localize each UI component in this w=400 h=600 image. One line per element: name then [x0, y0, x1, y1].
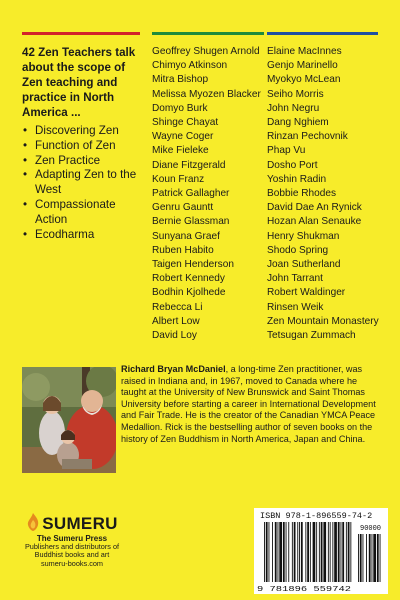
barcode-bar	[283, 522, 285, 582]
teacher-name: Bobbie Rhodes	[267, 188, 337, 200]
publisher-logo	[22, 512, 122, 568]
bio-text: , a long-time Zen practitioner, was raised in Indiana and, in 1967, moved to Canada where he taught at the University of New Brunswick and Saint Thomas University before starting a career in International Development and Fair Trade. He is the creator of the Canadian YMCA Peace Medallion. Rick is the bestselling author of seven books on the history of Zen Buddhism in North America, Japan and China.	[121, 364, 376, 444]
teacher-name: Sunyana Graef	[152, 230, 220, 242]
barcode-panel	[254, 508, 388, 594]
teacher-name: Genru Gauntt	[152, 202, 214, 214]
author-bio	[121, 364, 383, 445]
teacher-name: Ruben Habito	[152, 244, 214, 256]
teacher-list-left	[152, 45, 261, 343]
barcode-bar	[307, 522, 309, 582]
barcode	[254, 508, 388, 594]
teacher-name: Shodo Spring	[267, 244, 329, 256]
barcode-bar	[330, 522, 331, 582]
teacher-name: Geoffrey Shugen Arnold	[152, 46, 260, 57]
publisher-name: The Sumeru Press	[36, 534, 108, 543]
barcode-bar	[363, 534, 364, 582]
flame-icon	[26, 512, 40, 532]
topic-item: • Function of Zen	[22, 139, 142, 154]
barcode-bar	[301, 522, 303, 582]
teacher-name: Robert Kennedy	[152, 273, 225, 285]
intro-text: 42 Zen Teachers talk about the scope of Zen teaching and practice in North America ...	[22, 46, 136, 119]
teacher-name: Mitra Bishop	[152, 74, 209, 86]
barcode-bar	[360, 534, 362, 582]
barcode-bar	[279, 522, 282, 582]
barcode-bar	[294, 522, 296, 582]
author-photo	[22, 367, 116, 473]
teacher-list-right	[267, 45, 379, 343]
teacher-name: Wayne Coger	[152, 131, 214, 143]
teacher-name: Elaine MacInnes	[267, 46, 342, 57]
teacher-name: Diane Fitzgerald	[152, 159, 226, 171]
teacher-name: Shinge Chayat	[152, 117, 219, 129]
barcode-bar	[321, 522, 323, 582]
barcode-bar	[310, 522, 311, 582]
teacher-name: Albert Low	[152, 315, 200, 327]
teacher-name: Rinsen Weik	[267, 301, 324, 313]
teacher-name: Zen Mountain Monastery	[267, 315, 379, 327]
teacher-name: Seiho Morris	[267, 88, 324, 100]
barcode-bar	[278, 522, 279, 582]
barcode-bar	[297, 522, 298, 582]
teacher-name: Koun Franz	[152, 173, 205, 185]
barcode-bar	[286, 522, 287, 582]
barcode-bar	[332, 522, 333, 582]
barcode-bar	[288, 522, 289, 582]
barcode-bar	[328, 522, 329, 582]
barcode-addon: 90000	[360, 525, 382, 533]
topic-item: • Zen Practice	[22, 154, 142, 169]
teacher-name: Dosho Port	[267, 159, 318, 171]
teacher-name: Genjo Marinello	[267, 60, 338, 72]
barcode-bar	[275, 522, 277, 582]
barcode-bar	[373, 534, 376, 582]
teacher-name: Taigen Henderson	[152, 259, 234, 271]
barcode-bar	[348, 522, 350, 582]
publisher-brand-line	[22, 512, 122, 534]
isbn-text: ISBN 978-1-896559-74-2	[260, 511, 373, 521]
barcode-bar	[338, 522, 340, 582]
publisher-description: Publishers and distributors of Buddhist books and art	[24, 542, 120, 560]
teacher-name: Joan Sutherland	[267, 259, 341, 271]
barcode-bar	[292, 522, 293, 582]
barcode-bar	[377, 534, 379, 582]
barcode-bar	[346, 522, 347, 582]
teacher-name: Rebecca Li	[152, 301, 203, 313]
barcode-bar	[316, 522, 317, 582]
ean-number: 9 781896 559742	[257, 586, 352, 594]
teacher-name: Bernie Glassman	[152, 216, 230, 228]
barcode-bar	[334, 522, 337, 582]
barcode-bar	[372, 534, 373, 582]
teacher-name: Dang Nghiem	[267, 117, 329, 129]
teacher-name: Melissa Myozen Blacker	[152, 88, 261, 100]
author-name: Richard Bryan McDaniel	[121, 364, 226, 374]
teacher-name: Yoshin Radin	[267, 173, 327, 185]
barcode-bar	[323, 522, 326, 582]
teacher-name: David Dae An Rynick	[267, 202, 362, 214]
barcode-bar	[264, 522, 265, 582]
teacher-name: Hozan Alan Senauke	[267, 216, 362, 228]
barcode-bar	[342, 522, 344, 582]
publisher-brand: SUMERU	[42, 514, 118, 533]
barcode-bar	[305, 522, 306, 582]
barcode-bar	[358, 534, 359, 582]
teacher-name: Robert Waldinger	[267, 287, 346, 299]
teacher-name: Patrick Gallagher	[152, 188, 230, 200]
topic-item: • Compassionate Action	[22, 198, 142, 228]
accent-stripe-blue	[267, 32, 378, 35]
barcode-bar	[266, 522, 268, 582]
barcode-bar	[380, 534, 381, 582]
barcode-bar	[313, 522, 316, 582]
barcode-bar	[319, 522, 320, 582]
teacher-name: Domyo Burk	[152, 102, 208, 114]
accent-stripe-red	[22, 32, 140, 35]
topic-item: • Ecodharma	[22, 228, 142, 243]
teacher-name: Rinzan Pechovnik	[267, 131, 348, 143]
teacher-name: John Negru	[267, 102, 320, 114]
barcode-bar	[350, 522, 351, 582]
teacher-name: Mike Fieleke	[152, 145, 209, 157]
publisher-website: sumeru-books.com	[40, 558, 104, 568]
teacher-name: Henry Shukman	[267, 230, 340, 242]
teacher-name: Bodhin Kjolhede	[152, 287, 226, 299]
barcode-bar	[341, 522, 342, 582]
topic-item: • Adapting Zen to the West	[22, 168, 142, 198]
teacher-name: John Tarrant	[267, 273, 323, 285]
topic-list	[22, 124, 142, 242]
topic-item: • Discovering Zen	[22, 124, 142, 139]
accent-stripe-green	[152, 32, 264, 35]
barcode-bar	[272, 522, 273, 582]
teacher-name: Chimyo Atkinson	[152, 60, 228, 72]
teacher-name: Myokyo McLean	[267, 74, 341, 86]
barcode-bar	[269, 522, 270, 582]
barcode-bar	[369, 534, 371, 582]
barcode-bar	[299, 522, 300, 582]
teacher-name: Phap Vu	[267, 145, 306, 157]
teacher-name: David Loy	[152, 330, 197, 342]
barcode-bar	[366, 534, 367, 582]
teacher-name: Tetsugan Zummach	[267, 330, 356, 342]
